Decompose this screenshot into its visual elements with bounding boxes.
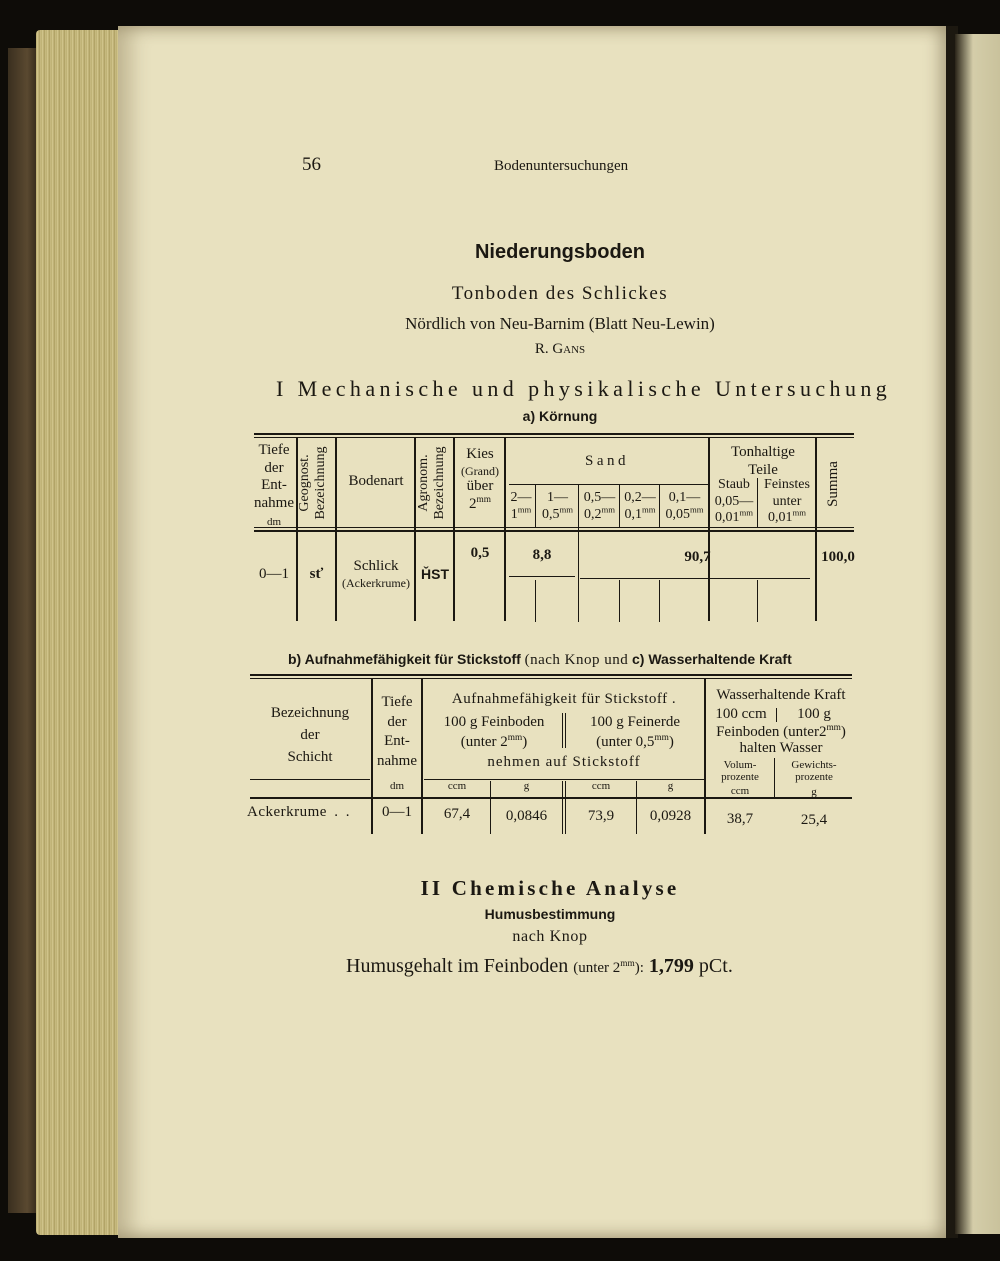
header-wasser: Wasserhaltende Kraft — [716, 687, 846, 703]
header-tiefe-2: Tiefe der Ent- nahme — [377, 694, 417, 769]
unit-volum: ccm — [730, 785, 750, 797]
header-summa: Summa — [825, 461, 841, 507]
section-heading-2: II Chemische Analyse — [420, 876, 680, 900]
row2-g1: 0,0846 — [505, 808, 548, 824]
row2-g2: 0,0928 — [649, 808, 692, 824]
row2-bezeichnung: Ackerkrume . . — [247, 804, 350, 820]
unit-gewichts: g — [811, 786, 817, 798]
header-kies: Kies (Grand) über $2^{mm}$ — [461, 446, 499, 512]
method-line: nach Knop — [512, 928, 588, 945]
unit-g-1: g — [523, 780, 530, 792]
header-sand: Sand — [585, 453, 629, 469]
header-tiefe-unit: dm — [389, 780, 405, 792]
header-bodenart: Bodenart — [348, 473, 404, 489]
header-wasser-feinboden: Feinboden $(unter2^{mm})$ — [716, 723, 846, 740]
row-sand-2-05: 8,8 — [532, 547, 552, 563]
row2-gew: 25,4 — [800, 812, 828, 828]
unit-ccm-1: ccm — [447, 780, 467, 792]
header-wasser-ccm: 100 ccm — [715, 706, 767, 722]
row-summa: 100,0 — [821, 549, 855, 565]
header-feinerde: 100 g Feinerde (unter $0,5^{mm}$) — [590, 714, 680, 750]
unit-g-2: g — [667, 780, 674, 792]
page-number: 56 — [302, 154, 321, 175]
header-halten-wasser: halten Wasser — [739, 740, 823, 756]
sand-col-2-1: 2— $1^{mm}$ — [510, 490, 532, 522]
humus-heading: Humusbestimmung — [484, 906, 616, 922]
header-gewichts: Gewichts- prozente — [791, 759, 837, 784]
sand-col-02-01: 0,2— $0,1^{mm}$ — [624, 490, 656, 522]
author: R. Gans — [534, 341, 586, 357]
header-feinstes: Feinstes unter $0,01^{mm}$ — [764, 477, 810, 526]
row-geognost: sť — [309, 566, 324, 582]
sand-col-01-005: 0,1— $0,05^{mm}$ — [665, 490, 704, 522]
header-bezeichnung: Bezeichnung der Schicht — [270, 705, 350, 765]
soil-type-subtitle: Tonboden des Schlickes — [451, 283, 669, 304]
location-line: Nördlich von Neu-Barnim (Blatt Neu-Lewin) — [405, 314, 715, 333]
header-volum: Volum- prozente — [721, 759, 759, 784]
header-tonhaltige: Tonhaltige Teile — [731, 444, 795, 478]
header-agronom: Agronom. Bezeichnung — [416, 446, 448, 520]
section-title: Niederungsboden — [474, 241, 645, 263]
row-bodenart: Schlick (Ackerkrume) — [342, 558, 410, 590]
row-rest: 90,7 — [684, 549, 711, 565]
row2-ccm1: 67,4 — [443, 806, 471, 822]
sand-col-05-02: 0,5— $0,2^{mm}$ — [583, 490, 616, 522]
section-b-c-heading: b) Aufnahmefähigkeit für Stickstoff (nach Knop und c) Wasserhaltende Kraft — [288, 651, 792, 668]
row-agronom: ȞST — [421, 566, 449, 582]
row2-vol: 38,7 — [726, 811, 754, 827]
subsection-a-heading: a) Körnung — [522, 408, 598, 424]
row-tiefe: 0—1 — [259, 566, 289, 582]
running-title: Bodenuntersuchungen — [494, 158, 629, 174]
row2-tiefe: 0—1 — [382, 804, 412, 820]
section-heading-1: I Mechanische und physikalische Untersuchung — [276, 376, 892, 401]
header-tiefe: Tiefe der Ent- nahme dm — [254, 442, 294, 528]
header-nehmen: nehmen auf Stickstoff — [487, 754, 641, 770]
humus-result: Humusgehalt im Feinboden (unter $2^{mm}$): 1,799 pCt. — [346, 955, 733, 977]
book-page — [118, 26, 950, 1238]
header-staub: Staub 0,05— $0,01^{mm}$ — [714, 477, 754, 526]
header-feinboden: 100 g Feinboden (unter $2^{mm}$) — [443, 714, 545, 750]
sand-col-1-05: 1— $0,5^{mm}$ — [542, 490, 573, 522]
unit-ccm-2: ccm — [591, 780, 611, 792]
header-geognost: Geognost. Bezeichnung — [297, 446, 329, 520]
row-kies: 0,5 — [470, 545, 490, 561]
header-aufnahme: Aufnahmefähigkeit für Stickstoff . — [451, 691, 677, 707]
facing-page-edge — [955, 34, 1000, 1234]
header-wasser-g: 100 g — [797, 706, 831, 722]
row2-ccm2: 73,9 — [587, 808, 615, 824]
